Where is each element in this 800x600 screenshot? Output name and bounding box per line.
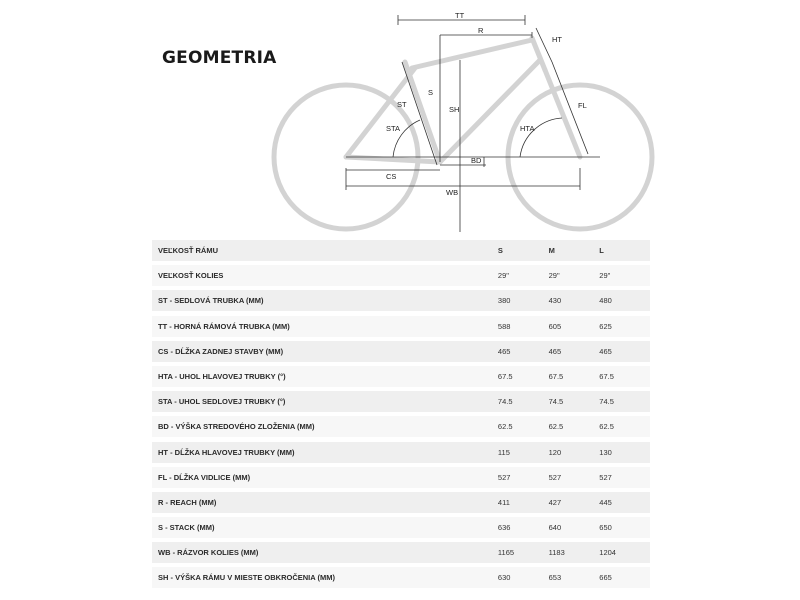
row-value-l: 650	[599, 523, 612, 533]
table-row	[152, 542, 650, 563]
row-value-l: 29"	[599, 271, 611, 281]
row-value-s: 465	[497, 346, 511, 356]
row-value-s: 588	[497, 321, 511, 331]
row-value-m: 605	[548, 321, 562, 331]
header-label: VEĽKOSŤ RÁMU	[158, 246, 218, 255]
row-value-l: 1204	[599, 548, 616, 558]
label-r: R	[478, 26, 484, 35]
label-wb: WB	[446, 188, 459, 197]
row-value-m: 120	[548, 447, 562, 457]
row-label: HT - DĹŽKA HLAVOVEJ TRUBKY (MM)	[158, 447, 295, 457]
header-size-l: L	[599, 246, 604, 255]
row-value-m: 653	[548, 573, 562, 583]
row-label: CS - DĹŽKA ZADNEJ STAVBY (MM)	[158, 346, 284, 356]
row-value-m: 74.5	[548, 397, 564, 407]
row-value-s: 380	[497, 296, 511, 306]
row-value-s: 67.5	[497, 371, 513, 381]
table-row	[152, 316, 650, 337]
table-row	[152, 567, 650, 588]
row-label: S - STACK (MM)	[158, 523, 215, 533]
row-value-s: 1165	[497, 548, 515, 558]
row-label: SH - VÝŠKA RÁMU V MIESTE OBKROČENIA (MM)	[158, 573, 335, 583]
bike-geometry-diagram	[0, 0, 800, 240]
row-value-s: 74.5	[497, 397, 513, 407]
page-title: GEOMETRIA	[162, 48, 277, 68]
row-value-s: 411	[497, 497, 510, 507]
table-row	[152, 492, 650, 513]
table-row	[152, 366, 650, 387]
row-label: STA - UHOL SEDLOVEJ TRUBKY (°)	[158, 397, 286, 407]
row-value-s: 630	[497, 573, 511, 583]
row-label: HTA - UHOL HLAVOVEJ TRUBKY (°)	[158, 371, 286, 381]
row-value-l: 130	[599, 447, 612, 457]
row-label: R - REACH (MM)	[158, 497, 217, 507]
row-value-s: 115	[497, 447, 510, 457]
row-value-m: 62.5	[548, 422, 564, 432]
row-value-m: 427	[548, 497, 562, 507]
table-row	[152, 391, 650, 412]
row-value-l: 665	[599, 573, 612, 583]
row-value-l: 625	[599, 321, 612, 331]
row-value-m: 465	[548, 346, 562, 356]
label-s: S	[428, 88, 434, 97]
row-label: BD - VÝŠKA STREDOVÉHO ZLOŽENIA (MM)	[158, 422, 315, 432]
row-value-s: 29"	[497, 271, 509, 281]
row-value-s: 527	[497, 472, 511, 482]
label-ht: HT	[552, 35, 562, 44]
row-value-m: 1183	[548, 548, 565, 558]
row-value-m: 29"	[548, 271, 560, 281]
table-header-row	[152, 240, 650, 261]
row-label: ST - SEDLOVÁ TRUBKA (MM)	[158, 296, 264, 306]
row-value-l: 67.5	[599, 371, 614, 381]
row-value-l: 74.5	[599, 397, 614, 407]
row-value-s: 636	[497, 523, 511, 533]
row-value-m: 527	[548, 472, 562, 482]
table-row	[152, 517, 650, 538]
row-label: VEĽKOSŤ KOLIES	[158, 271, 224, 281]
bike-frame	[346, 38, 580, 162]
table-row	[152, 442, 650, 463]
table-row	[152, 416, 650, 437]
row-value-l: 480	[599, 296, 612, 306]
table-row	[152, 290, 650, 311]
row-value-l: 62.5	[599, 422, 614, 432]
label-sh: SH	[449, 105, 460, 114]
row-value-l: 465	[599, 346, 612, 356]
label-bd: BD	[471, 156, 482, 165]
row-label: WB - RÁZVOR KOLIES (MM)	[158, 548, 259, 558]
row-label: FL - DĹŽKA VIDLICE (MM)	[158, 472, 251, 482]
geometry-table	[152, 240, 650, 593]
header-size-m: M	[548, 246, 555, 255]
row-value-m: 640	[548, 523, 562, 533]
table-row	[152, 467, 650, 488]
label-fl: FL	[578, 101, 587, 110]
row-value-m: 430	[548, 296, 562, 306]
label-st: ST	[397, 100, 407, 109]
row-value-s: 62.5	[497, 422, 513, 432]
row-value-l: 527	[599, 472, 612, 482]
label-cs: CS	[386, 172, 397, 181]
row-value-l: 445	[599, 497, 612, 507]
header-size-s: S	[497, 246, 503, 255]
label-hta: HTA	[520, 124, 535, 133]
table-row	[152, 265, 650, 286]
label-tt: TT	[455, 11, 465, 20]
label-sta: STA	[386, 124, 401, 133]
measurement-lines	[346, 15, 600, 232]
row-value-m: 67.5	[548, 371, 564, 381]
row-label: TT - HORNÁ RÁMOVÁ TRUBKA (MM)	[158, 321, 290, 331]
table-row	[152, 341, 650, 362]
